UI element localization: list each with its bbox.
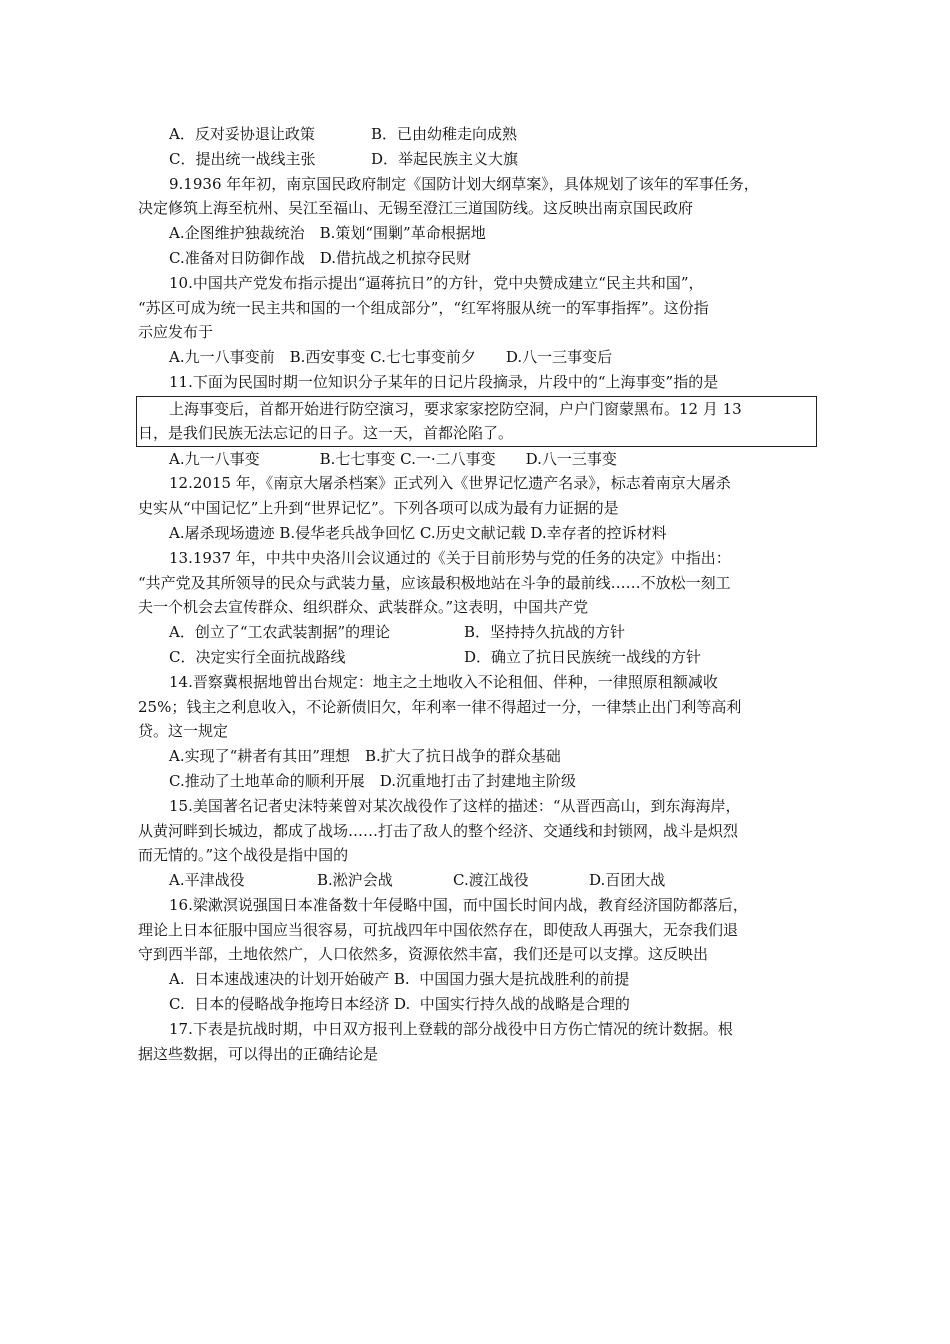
- q17-stem-line2: 据这些数据，可以得出的正确结论是: [138, 1044, 379, 1063]
- q8-option-d: D．举起民族主义大旗: [371, 149, 519, 168]
- q14-stem-line3: 贷。这一规定: [138, 722, 229, 741]
- q11-quote-line2: 日，是我们民族无法忘记的日子。这一天，首都沦陷了。: [138, 424, 514, 443]
- q13-option-c: C．决定实行全面抗战路线: [169, 647, 346, 666]
- q16-stem-line2: 理论上日本征服中国应当很容易，可抗战四年中国依然存在，即使敌人再强大，无奈我们退: [138, 920, 739, 939]
- q8-option-c: C．提出统一战线主张: [169, 149, 316, 168]
- q9-options-row1: A.企图维护独裁统治 B.策划“围剿”革命根据地: [169, 224, 486, 243]
- q9-stem-line1: 9.1936 年年初，南京国民政府制定《国防计划大纲草案》，具体规划了该年的军事任务，: [169, 174, 759, 193]
- q15-option-c: C.渡江战役: [453, 871, 529, 890]
- q8-options-row1: [138, 122, 820, 147]
- q13-stem-line3: 夫一个机会去宣传群众、组织群众、武装群众。”这表明，中国共产党: [138, 598, 589, 617]
- q13-stem-line1: 13.1937 年，中共中央洛川会议通过的《关于目前形势与党的任务的决定》中指出：: [169, 548, 731, 567]
- q8-option-a: A．反对妥协退让政策: [169, 125, 315, 143]
- q14-stem-line1: 14.晋察冀根据地曾出台规定：地主之土地收入不论租佃、伴种，一律照原租额减收: [169, 672, 718, 691]
- q12-options: A.屠杀现场遗迹 B.侵华老兵战争回忆 C.历史文献记载 D.幸存者的控诉材料: [169, 523, 667, 542]
- q11-stem: 11.下面为民国时期一位知识分子某年的日记片段摘录，片段中的“上海事变”指的是: [169, 372, 719, 391]
- q15-stem-line1: 15.美国著名记者史沫特莱曾对某次战役作了这样的描述：“从晋西高山，到东海海岸，: [169, 796, 741, 815]
- q15-options: [138, 868, 820, 893]
- q10-stem-line3: 示应发布于: [138, 323, 214, 342]
- q14-stem-line2: 25%；钱主之利息收入，不论新债旧欠，年利率一律不得超过一分，一律禁止出门利等高利: [138, 697, 742, 716]
- q16-options-row1: A. 日本速战速决的计划开始破产 B. 中国国力强大是抗战胜利的前提: [169, 970, 630, 989]
- q9-stem-line2: 决定修筑上海至杭州、吴江至福山、无锡至澄江三道国防线。这反映出南京国民政府: [138, 199, 694, 218]
- q11-quote-line1: 上海事变后，首都开始进行防空演习，要求家家挖防空洞，户户门窗蒙黑布。12 月 13: [169, 399, 742, 418]
- q9-options-row2: C.准备对日防御作战 D.借抗战之机掠夺民财: [169, 248, 471, 267]
- exam-content: [138, 122, 820, 1066]
- q15-option-b: B.淞沪会战: [317, 871, 393, 890]
- q13-option-b: B．坚持持久抗战的方针: [464, 623, 626, 642]
- q10-options: A.九一八事变前 B.西安事变 C.七七事变前夕 D.八一三事变后: [169, 348, 613, 367]
- q16-options-row2: C. 日本的侵略战争拖垮日本经济 D. 中国实行持久战的战略是合理的: [169, 995, 630, 1014]
- q12-stem-line2: 史实从“中国记忆”上升到“世界记忆”。下列各项可以成为最有力证据的是: [138, 499, 619, 518]
- q15-stem-line2: 从黄河畔到长城边，都成了战场……打击了敌人的整个经济、交通线和封锁网，战斗是炽烈: [138, 821, 739, 840]
- q14-options-row2: C.推动了土地革命的顺利开展 D.沉重地打击了封建地主阶级: [169, 771, 576, 790]
- q13-stem-line2: “共产党及其所领导的民众与武装力量，应该最积极地站在斗争的最前线……不放松一刻工: [138, 573, 731, 592]
- q11-options: A.九一八事变 B.七七事变 C.一·二八事变 D.八一三事变: [169, 449, 617, 468]
- q15-option-a: A.平津战役: [169, 871, 245, 890]
- q13-option-a: A．创立了“工农武装割据”的理论: [169, 623, 391, 642]
- q10-stem-line1: 10.中国共产党发布指示提出“逼蒋抗日”的方针，党中央赞成建立“民主共和国”，: [169, 273, 704, 292]
- q15-stem-line3: 而无情的。”这个战役是指中国的: [138, 846, 349, 865]
- q13-options-row1: [138, 620, 820, 645]
- q8-options-row2: [138, 147, 820, 172]
- q15-option-d: D.百团大战: [589, 871, 666, 890]
- q10-stem-line2: “苏区可成为统一民主共和国的一个组成部分”，“红军将服从统一的军事指挥”。这份指: [138, 298, 709, 317]
- q14-options-row1: A.实现了“耕者有其田”理想 B.扩大了抗日战争的群众基础: [169, 747, 561, 766]
- q16-stem-line1: 16.梁漱溟说强国日本准备数十年侵略中国，而中国长时间内战，教育经济国防都落后，: [169, 895, 748, 914]
- q17-stem-line1: 17.下表是抗战时期，中日双方报刊上登载的部分战役中日方伤亡情况的统计数据。根: [169, 1019, 733, 1038]
- q16-stem-line3: 守到西半部，土地依然广，人口依然多，资源依然丰富，我们还是可以支撑。这反映出: [138, 945, 709, 964]
- q11-diary-quote-box: [136, 396, 817, 447]
- q13-options-row2: [138, 645, 820, 670]
- q12-stem-line1: 12.2015 年，《南京大屠杀档案》正式列入《世界记忆遗产名录》，标志着南京大屠杀: [169, 474, 731, 493]
- q13-option-d: D．确立了抗日民族统一战线的方针: [464, 647, 702, 666]
- q8-option-b: B．已由幼稚走向成熟: [371, 125, 518, 143]
